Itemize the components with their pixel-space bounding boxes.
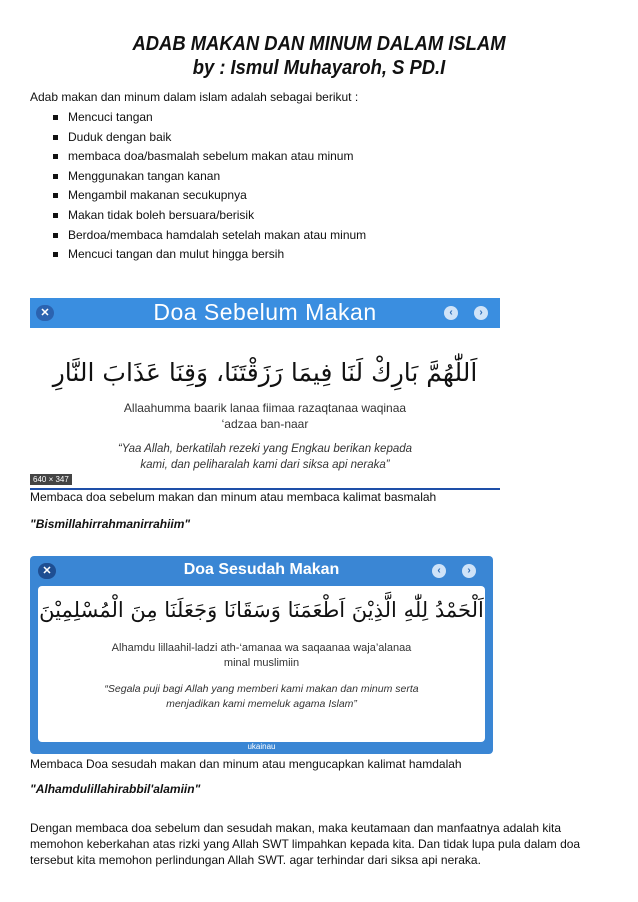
intro-text: Adab makan dan minum dalam islam adalah sebagai berikut :: [30, 90, 359, 104]
latin-transliteration: [30, 400, 500, 432]
list-item: Duduk dengan baik: [50, 130, 366, 150]
latin-line: ‘adzaa ban-naar: [221, 417, 309, 431]
latin-line: Alhamdu lillaahil-ladzi ath-‘amanaa wa saqaanaa waja’alanaa: [111, 642, 412, 654]
chevron-right-icon: ›: [462, 564, 476, 578]
list-item: Makan tidak boleh bersuara/berisik: [50, 208, 366, 228]
translation-line: menjadikan kami memeluk agama Islam”: [166, 698, 357, 710]
document-title: ADAB MAKAN DAN MINUM DALAM ISLAM: [132, 33, 506, 55]
latin-line: minal muslimiin: [223, 657, 300, 669]
translation: [30, 441, 500, 473]
arabic-prayer: اَلْحَمْدُ لِلّٰهِ الَّذِيْنَ اَطْعَمَنَا وَسَقَانَا وَجَعَلَنَا مِنَ الْمُسْلِمِيْنَ: [39, 598, 484, 622]
close-icon: ✕: [38, 563, 56, 579]
arabic-prayer: اَللّٰهُمَّ بَارِكْ لَنَا فِيمَا رَزَقْتَنَا، وَقِنَا عَذَابَ النَّارِ: [52, 358, 478, 387]
chevron-left-icon: ‹: [444, 306, 458, 320]
close-icon: ✕: [36, 305, 54, 321]
quote-hamdalah: "Alhamdulillahirabbil'alamiin": [30, 782, 201, 796]
list-item: Mencuci tangan dan mulut hingga bersih: [50, 247, 366, 267]
doa-sesudah-makan-image: [30, 556, 493, 754]
translation: [38, 682, 485, 712]
chevron-left-icon: ‹: [432, 564, 446, 578]
prayer-panel: [38, 586, 485, 742]
banner-title: Doa Sesudah Makan: [183, 561, 340, 578]
closing-paragraph: Dengan membaca doa sebelum dan sesudah makan, maka keutamaan dan manfaatnya adalah kita memohon keberkahan atas rizki yang Allah SWT limpahkan kepada kita. Dan tidak lupa pula dalam doa tersebut kita memohon perlindungan Allah SWT. agar terhindar dari siksa api neraka.: [30, 821, 581, 867]
caption-basmalah: Membaca doa sebelum makan dan minum atau membaca kalimat basmalah: [30, 490, 437, 504]
document-author: by : Ismul Muhayaroh, S PD.I: [192, 57, 446, 79]
quote-basmalah: "Bismillahirrahmanirrahiim": [30, 517, 191, 531]
translation-line: kami, dan peliharalah kami dari siksa api neraka”: [140, 459, 390, 471]
caption-hamdalah: Membaca Doa sesudah makan dan minum atau mengucapkan kalimat hamdalah: [30, 757, 462, 771]
translation-line: “Segala puji bagi Allah yang memberi kami makan dan minum serta: [104, 683, 419, 695]
latin-line: Allaahumma baarik lanaa fiimaa razaqtanaa waqinaa: [123, 401, 407, 415]
list-item: Menggunakan tangan kanan: [50, 169, 366, 189]
size-badge: 640 × 347: [30, 474, 72, 485]
image-banner: [30, 298, 500, 328]
list-item: Mencuci tangan: [50, 110, 366, 130]
latin-transliteration: [38, 641, 485, 671]
doa-sebelum-makan-image: [30, 298, 500, 490]
translation-line: “Yaa Allah, berkatilah rezeki yang Engkau berikan kepada: [117, 443, 413, 455]
list-item: membaca doa/basmalah sebelum makan atau minum: [50, 149, 366, 169]
banner-title: Doa Sebelum Makan: [153, 299, 377, 325]
chevron-right-icon: ›: [474, 306, 488, 320]
adab-list: [50, 110, 366, 267]
list-item: Mengambil makanan secukupnya: [50, 188, 366, 208]
watermark: ukainau: [247, 742, 276, 751]
list-item: Berdoa/membaca hamdalah setelah makan atau minum: [50, 228, 366, 248]
